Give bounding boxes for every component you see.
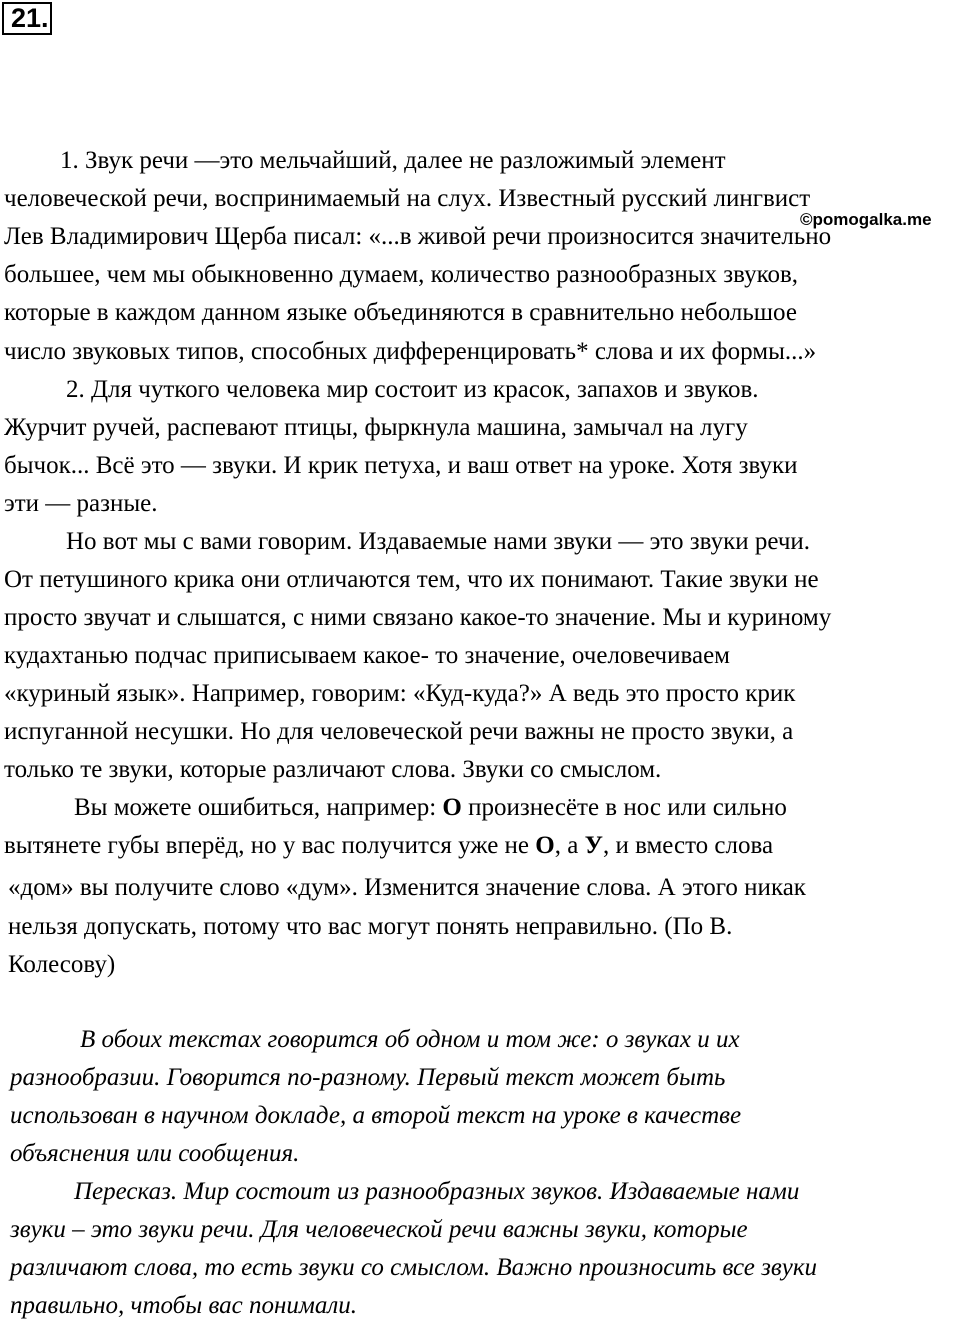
text2-line-1: 2. Для чуткого человека мир состоит из красок, запахов и звуков.: [66, 376, 759, 403]
text2-line-4: эти — разные.: [4, 490, 158, 517]
text1-line-5: которые в каждом данном языке объединяются в сравнительно небольшое: [4, 299, 797, 326]
text2-line-2: Журчит ручей, распевают птицы, фыркнула машина, замычал на лугу: [4, 414, 748, 441]
text2-line-13-part-5: , и вместо слова: [602, 832, 774, 859]
answer-line-3: использован в научном докладе, а второй текст на уроке в качестве: [10, 1102, 742, 1129]
text2-line-5: Но вот мы с вами говорим. Издаваемые нами звуки — это звуки речи.: [66, 528, 811, 555]
text2-line-12: [74, 793, 787, 823]
text2-line-10: испуганной несушки. Но для человеческой речи важны не просто звуки, а: [4, 718, 794, 745]
text1-line-4: большее, чем мы обыкновенно думаем, количество разнообразных звуков,: [4, 261, 798, 288]
text1-line-2: человеческой речи, воспринимаемый на слух. Известный русский лингвист: [4, 185, 811, 212]
text2-line-8: кудахтанью подчас приписываем какое- то значение, очеловечиваем: [4, 642, 730, 669]
text2-line-15: нельзя допускать, потому что вас могут понять неправильно. (По В.: [8, 913, 733, 940]
text2-line-13: [4, 831, 773, 861]
text2-line-11: только те звуки, которые различают слова. Звуки со смыслом.: [4, 756, 662, 783]
text2-line-3: бычок... Всё это — звуки. И крик петуха, и ваш ответ на уроке. Хотя звуки: [4, 452, 798, 479]
text2-line-9: «куриный язык». Например, говорим: «Куд-куда?» А ведь это просто крик: [4, 680, 796, 707]
bold-letter-o: О: [442, 794, 462, 821]
text2-line-13-part-1: вытянете губы вперёд, но у вас получится уже не: [4, 832, 536, 859]
text1-line-3: Лев Владимирович Щерба писал: «...в живой речи произносится значительно: [4, 223, 832, 250]
watermark: ©pomogalka.me: [800, 210, 932, 229]
text1-line-1: 1. Звук речи —это мельчайший, далее не разложимый элемент: [60, 147, 726, 174]
answer-line-7: различают слова, то есть звуки со смыслом. Важно произносить все звуки: [10, 1254, 818, 1281]
answer-line-2: разнообразии. Говорится по-разному. Первый текст может быть: [10, 1064, 726, 1091]
text2-line-6: От петушиного крика они отличаются тем, что их понимают. Такие звуки не: [4, 566, 819, 593]
task-number: 21.: [2, 2, 52, 35]
answer-line-1: В обоих текстах говорится об одном и том же: о звуках и их: [80, 1026, 740, 1053]
text1-line-6: число звуковых типов, способных дифференцировать* слова и их формы...»: [4, 338, 817, 365]
bold-letter-u: У: [584, 832, 603, 859]
text2-line-7: просто звучат и слышатся, с ними связано какое-то значение. Мы и куриному: [4, 604, 832, 631]
text2-line-12-part-3: произнесёте в нос или сильно: [461, 794, 787, 821]
answer-line-5: Пересказ. Мир состоит из разнообразных звуков. Издаваемые нами: [74, 1178, 800, 1205]
bold-letter-o-2: О: [535, 832, 555, 859]
text2-line-16: Колесову): [8, 951, 116, 978]
text2-line-12-part-1: Вы можете ошибиться, например:: [74, 794, 443, 821]
text2-line-13-part-3: , а: [554, 832, 585, 859]
answer-line-8: правильно, чтобы вас понимали.: [10, 1292, 357, 1319]
text2-line-14: «дом» вы получите слово «дум». Изменится значение слова. А этого никак: [8, 874, 806, 901]
answer-line-4: объяснения или сообщения.: [10, 1140, 300, 1167]
answer-line-6: звуки – это звуки речи. Для человеческой речи важны звуки, которые: [10, 1216, 748, 1243]
